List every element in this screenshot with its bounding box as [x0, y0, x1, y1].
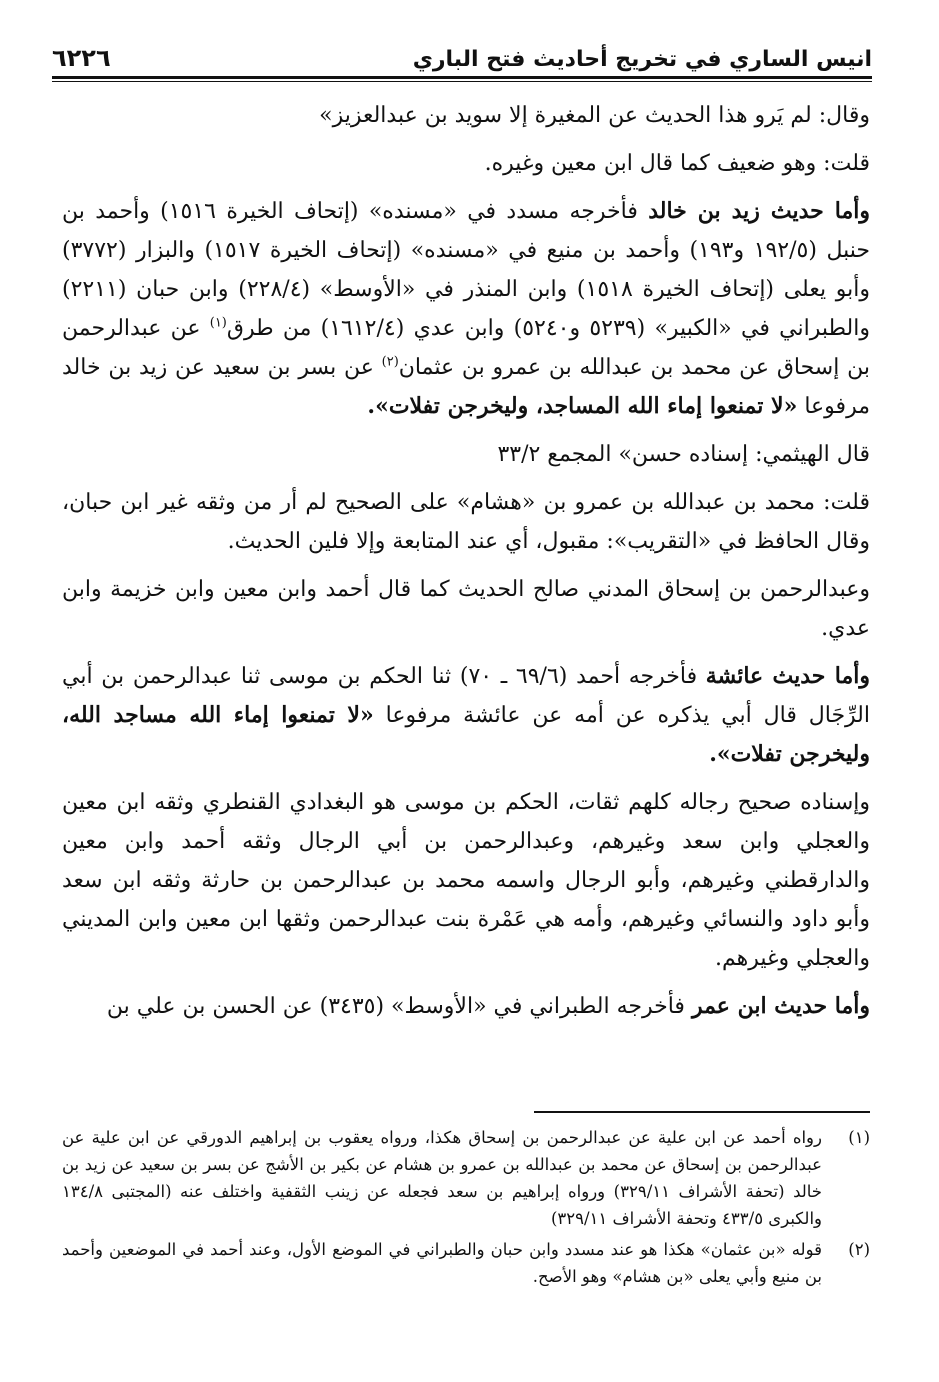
- footnote: [62, 1124, 870, 1232]
- hadith-text: «لا تمنعوا إماء الله المساجد، وليخرجن تفلات».: [367, 393, 798, 419]
- hadith-text: «لا تمنعوا إماء الله مساجد الله، وليخرجن تفلات».: [62, 702, 870, 767]
- paragraph: [62, 483, 870, 561]
- paragraph: [62, 987, 870, 1026]
- section-heading-text: وأما حديث زيد بن خالد: [648, 198, 871, 224]
- footnote-ref[interactable]: (٢): [381, 354, 399, 370]
- paragraph-text: قال الهيثمي: إسناده حسن» المجمع ٣٣/٢: [497, 442, 870, 467]
- paragraph: [62, 435, 870, 474]
- paragraph-text: قلت: وهو ضعيف كما قال ابن معين وغيره.: [484, 151, 870, 176]
- footnote-separator: [534, 1111, 870, 1113]
- header-rule: [52, 76, 872, 79]
- paragraph: [62, 144, 870, 183]
- page-header: [52, 38, 872, 72]
- footnote: [62, 1236, 870, 1290]
- footnote-text: رواه أحمد عن ابن علية عن عبدالرحمن بن إسحاق هكذا، ورواه يعقوب بن إبراهيم الدورقي عن ابن علية عن عبدالرحمن بن إسحاق عن محمد بن عبدالله بن عمرو بن هشام عن بكير بن الأشج عن بسر بن سعيد عن زيد بن خالد (تحفة الأشراف ٣٢٩/١١) ورواه إبراهيم بن سعد فجعله عن زينب الثقفية واختلف عنه (المجتبى ١٣٤/٨ والكبرى ٤٣٣/٥ وتحفة الأشراف ٣٢٩/١١): [62, 1128, 822, 1228]
- section-heading-text: وأما حديث عائشة: [705, 663, 870, 689]
- paragraph-text: فأخرجه مسدد في «مسنده» (إتحاف الخيرة ١٥١٦) وأحمد بن حنبل (١٩٢/٥ و١٩٣) وأحمد بن منيع في «مسنده» (إتحاف الخيرة ١٥١٧) والبزار (٣٧٧٢) وأبو يعلى (إتحاف الخيرة ١٥١٨) وابن المنذر في «الأوسط» (٢٢٨/٤) وابن حبان (٢٢١١) والطبراني في «الكبير» (٥٢٣٩ و٥٢٤٠) وابن عدي (١٦١٢/٤) من طرق: [62, 199, 870, 341]
- footnote-number: (٢): [848, 1240, 870, 1259]
- paragraph-text: قلت: محمد بن عبدالله بن عمرو بن «هشام» على الصحيح لم أر من وثقه غير ابن حبان، وقال الحافظ في «التقريب»: مقبول، أي عند المتابعة وإلا فلين الحديث.: [62, 490, 870, 554]
- paragraph-text: عن عبدالرحمن بن إسحاق عن محمد بن عبدالله بن عمرو بن عثمان: [62, 316, 870, 380]
- paragraph: [62, 96, 870, 135]
- paragraph-text: وعبدالرحمن بن إسحاق المدني صالح الحديث كما قال أحمد وابن معين وابن خزيمة وابن عدي.: [62, 577, 870, 641]
- footnotes: [62, 1124, 870, 1294]
- footnote-number: (١): [848, 1128, 870, 1147]
- paragraph-text: فأخرجه الطبراني في «الأوسط» (٣٤٣٥) عن الحسن بن علي بن: [106, 994, 692, 1019]
- paragraph-text: فأخرجه أحمد (٦٩/٦ ـ ٧٠) ثنا الحكم بن موسى ثنا عبدالرحمن بن أبي الرِّجَال قال أبي يذكره عن أمه عن عائشة مرفوعا: [62, 664, 870, 728]
- paragraph: [62, 783, 870, 978]
- main-text: [62, 96, 870, 1035]
- header-rule-thin: [52, 81, 872, 82]
- footnote-text: قوله «بن عثمان» هكذا هو عند مسدد وابن حبان والطبراني في الموضع الأول، وعند أحمد في الموضعين وأحمد بن منيع وأبي يعلى «بن هشام» وهو الأصح.: [62, 1240, 822, 1286]
- page-number: ٦٢٢٦: [52, 44, 111, 72]
- footnote-ref[interactable]: (١): [209, 315, 227, 331]
- paragraph-text: عن بسر بن سعيد عن زيد بن خالد مرفوعا: [62, 355, 870, 419]
- paragraph: [62, 192, 870, 426]
- section-heading-text: وأما حديث ابن عمر: [691, 993, 870, 1019]
- paragraph-text: وقال: لم يَرو هذا الحديث عن المغيرة إلا سويد بن عبدالعزيز»: [319, 103, 870, 128]
- paragraph-text: وإسناده صحيح رجاله كلهم ثقات، الحكم بن موسى هو البغدادي القنطري وثقه ابن معين والعجلي وابن سعد وغيرهم، وعبدالرحمن بن أبي الرجال وثقه أحمد وابن معين والدارقطني وغيرهم، وأبو الرجال واسمه محمد بن عبدالرحمن بن حارثة وثقه ابن سعد وأبو داود والنسائي وغيرهم، وأمه هي عَمْرة بنت عبدالرحمن وثقها ابن معين وابن المديني والعجلي وغيرهم.: [62, 790, 870, 971]
- running-title: انيس الساري في تخريج أحاديث فتح الباري: [412, 47, 872, 72]
- paragraph: [62, 657, 870, 774]
- paragraph: [62, 570, 870, 648]
